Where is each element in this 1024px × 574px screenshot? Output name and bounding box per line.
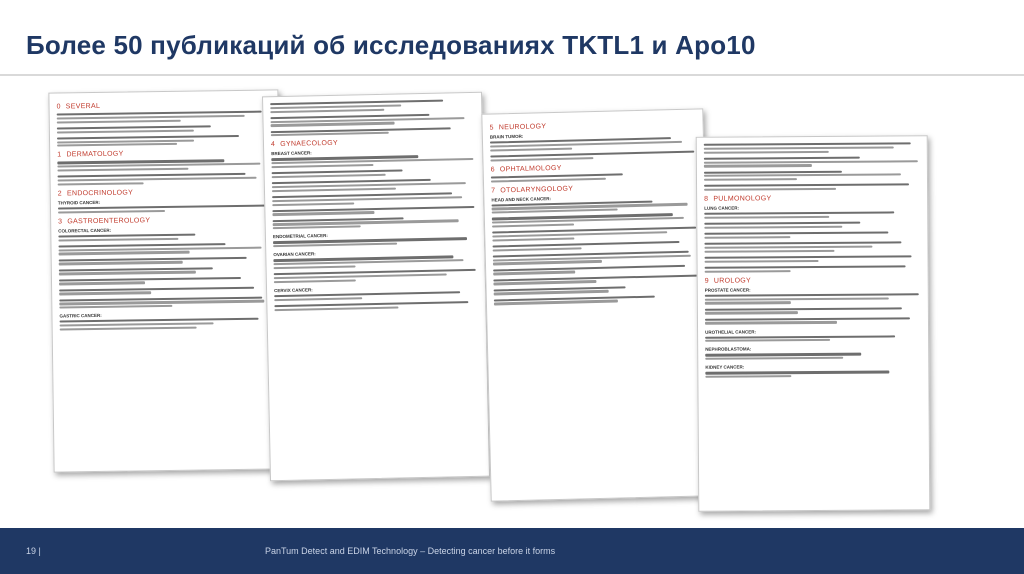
text-line (705, 265, 906, 269)
text-line (704, 160, 918, 164)
publication-entry (59, 296, 273, 309)
page-section (704, 194, 921, 272)
text-line (704, 178, 797, 181)
text-line (58, 238, 178, 242)
text-line (273, 243, 397, 248)
text-line (705, 293, 919, 297)
page-section (273, 230, 477, 247)
text-line (704, 226, 842, 229)
text-line (704, 150, 829, 153)
text-line (59, 251, 190, 255)
text-line (59, 286, 254, 291)
text-line (704, 174, 901, 178)
publication-entry (273, 216, 477, 230)
slide-title: Более 50 публикаций об исследованиях TKTL1 и Apo10 (26, 30, 756, 60)
text-line (58, 205, 270, 210)
publication-entry (58, 242, 272, 255)
text-line (493, 241, 680, 248)
text-line (704, 146, 894, 150)
page-section (704, 142, 920, 191)
page-section (705, 346, 921, 360)
publication-entry (705, 293, 921, 304)
section-heading: GASTROENTEROLOGY (67, 217, 151, 226)
page-number: 19 | (26, 546, 41, 556)
text-line (705, 335, 895, 339)
page-section (705, 276, 921, 324)
page-section (491, 161, 697, 182)
publication-entry (274, 269, 478, 283)
page-section (705, 328, 921, 342)
section-heading: GYNAECOLOGY (280, 140, 339, 149)
text-line (271, 122, 395, 127)
section-number: 5 (489, 124, 494, 132)
section-number: 4 (270, 141, 276, 149)
text-line (272, 211, 374, 215)
text-line (704, 170, 842, 173)
publication-entry (57, 134, 271, 147)
section-heading-row (58, 187, 272, 197)
section-number: 1 (57, 151, 62, 159)
page-section (57, 149, 271, 185)
publication-entry (58, 232, 272, 241)
publication-entry (704, 156, 920, 167)
text-line (274, 279, 356, 283)
section-subheading: PROSTATE CANCER: (704, 287, 751, 293)
publication-page-3 (481, 108, 712, 501)
publication-entry (704, 142, 920, 153)
publication-entry (274, 301, 478, 311)
publication-entry (272, 206, 476, 216)
text-line (704, 242, 901, 246)
text-line (59, 282, 145, 285)
publication-entry (704, 221, 920, 228)
publication-entry (57, 159, 271, 172)
text-line (704, 250, 834, 253)
publication-entry (493, 240, 699, 251)
text-line (58, 182, 144, 185)
publication-entry (57, 111, 271, 124)
section-heading: DERMATOLOGY (66, 151, 124, 159)
text-line (704, 188, 836, 191)
text-line (705, 307, 902, 311)
section-subheading: NEPHROBLASTOMA: (705, 346, 752, 353)
section-number: 7 (491, 187, 496, 195)
publication-entry (59, 266, 273, 275)
text-line (57, 143, 177, 147)
section-number: 6 (490, 166, 495, 174)
text-line (272, 202, 354, 206)
page-section (58, 215, 273, 308)
publication-entry (59, 286, 273, 295)
section-heading: UROLOGY (713, 277, 752, 285)
section-subheading: GASTRIC CANCER: (59, 313, 102, 319)
text-line (57, 168, 188, 172)
text-line (704, 142, 911, 146)
text-line (705, 357, 843, 360)
publication-entry (59, 276, 273, 285)
section-heading: OTOLARYNGOLOGY (500, 185, 574, 195)
section-subheading: LUNG CANCER: (704, 205, 739, 211)
publication-entry (705, 371, 921, 378)
text-line (274, 306, 398, 311)
section-number: 3 (58, 218, 63, 226)
section-subheading: OVARIAN CANCER: (273, 251, 316, 258)
page-section (270, 99, 475, 137)
page-section (271, 137, 477, 229)
publication-entry (58, 204, 272, 213)
publication-entry (272, 178, 476, 192)
section-heading: PULMONOLOGY (713, 195, 772, 203)
text-line (705, 297, 889, 300)
publication-entry (493, 264, 699, 275)
page-section (273, 248, 478, 283)
publication-entry (494, 284, 700, 295)
section-subheading: BRAIN TUMOR: (489, 133, 524, 140)
publication-entry (270, 113, 474, 127)
section-subheading: THYROID CANCER: (57, 199, 101, 206)
section-heading-row (57, 149, 271, 159)
text-line (271, 164, 373, 168)
section-number: 2 (57, 190, 63, 198)
text-line (705, 311, 798, 314)
text-line (270, 108, 384, 113)
text-line (705, 302, 791, 305)
text-line (59, 277, 241, 282)
publication-entry (704, 241, 920, 252)
text-line (704, 222, 860, 225)
text-line (492, 224, 574, 228)
text-line (493, 265, 685, 272)
publication-entry (493, 250, 699, 265)
section-heading-row (271, 137, 475, 148)
text-line (58, 177, 257, 182)
section-number: 9 (704, 277, 709, 285)
section-subheading: KIDNEY CANCER: (705, 364, 745, 371)
text-line (57, 135, 239, 140)
publication-entry (704, 170, 920, 181)
publication-entry (705, 317, 921, 324)
publication-entry (705, 265, 921, 272)
publication-entry (57, 124, 271, 133)
text-line (273, 226, 361, 230)
section-heading-row (58, 215, 272, 225)
text-line (274, 265, 356, 269)
section-subheading: ENDOMETRIAL CANCER: (272, 233, 328, 240)
publication-entry (273, 255, 477, 269)
section-number: 8 (704, 195, 709, 203)
text-line (57, 129, 194, 133)
text-line (60, 326, 197, 330)
text-line (274, 297, 362, 301)
section-subheading: COLORECTAL CANCER: (58, 227, 112, 234)
publication-entry (705, 307, 921, 314)
text-line (704, 184, 909, 188)
title-divider (0, 74, 1024, 76)
section-heading: ENDOCRINOLOGY (66, 189, 134, 198)
publication-entry (492, 213, 698, 228)
text-line (493, 271, 575, 275)
publication-entry (493, 274, 699, 285)
page-section (58, 187, 272, 213)
page-section (490, 120, 697, 162)
publication-entry (60, 318, 274, 331)
publication-entry (270, 99, 474, 113)
text-line (705, 260, 819, 263)
text-line (59, 292, 151, 295)
publication-entry (705, 335, 921, 342)
page-section (491, 182, 700, 305)
section-heading-row (57, 101, 271, 111)
text-line (705, 339, 830, 342)
publication-entry (58, 173, 272, 186)
publication-entry (704, 183, 920, 190)
section-number: 0 (56, 103, 61, 111)
text-line (705, 321, 837, 324)
publication-entry (492, 227, 698, 242)
section-heading-row (705, 276, 921, 285)
text-line (492, 237, 574, 241)
section-subheading: CERVIX CANCER: (274, 287, 313, 294)
footer-text: PanTum Detect and EDIM Technology – Detecting cancer before it forms (265, 546, 556, 556)
text-line (493, 260, 602, 265)
publication-entry (704, 211, 920, 218)
page-section (59, 311, 273, 331)
text-line (704, 212, 894, 216)
text-line (705, 375, 791, 378)
text-line (272, 187, 396, 192)
text-line (271, 132, 389, 137)
publication-entry (271, 126, 475, 136)
text-line (705, 317, 910, 321)
text-line (57, 119, 181, 123)
footer-bar (0, 528, 1024, 574)
publication-entry (704, 231, 920, 238)
text-line (272, 174, 386, 179)
text-line (705, 255, 912, 259)
text-line (704, 216, 829, 219)
text-line (705, 353, 861, 356)
text-line (493, 247, 582, 251)
publication-entry (705, 353, 921, 360)
publication-page-1 (48, 89, 283, 472)
publication-entry (272, 192, 476, 206)
text-line (493, 280, 596, 285)
publication-entry (491, 171, 697, 182)
text-line (59, 261, 183, 265)
section-heading: NEUROLOGY (498, 123, 547, 132)
text-line (704, 245, 872, 248)
text-line (58, 210, 165, 214)
publication-entry (272, 168, 476, 178)
text-line (704, 156, 860, 159)
text-line (704, 164, 812, 167)
section-heading: OPHTALMOLOGY (499, 164, 562, 174)
publication-entry (59, 256, 273, 265)
page-section (705, 364, 921, 378)
text-line (59, 271, 196, 275)
publication-entry (705, 255, 921, 262)
text-line (704, 232, 888, 235)
publication-entry (490, 150, 696, 161)
publication-page-4 (696, 135, 931, 512)
page-section (57, 101, 272, 147)
text-line (490, 157, 593, 162)
section-subheading: HEAD AND NECK CANCER: (491, 195, 552, 203)
text-line (490, 147, 572, 151)
text-line (57, 115, 245, 120)
publication-entry (494, 294, 700, 305)
section-heading: SEVERAL (65, 102, 101, 111)
publication-entry (271, 154, 475, 168)
section-heading-row (704, 194, 920, 203)
publication-page-2 (262, 92, 490, 482)
section-subheading: BREAST CANCER: (271, 150, 312, 157)
text-line (705, 270, 791, 273)
section-subheading: UROTHELIAL CANCER: (705, 328, 756, 335)
text-line (705, 371, 889, 374)
text-line (704, 236, 790, 239)
text-line (59, 305, 172, 309)
page-section (274, 284, 478, 311)
